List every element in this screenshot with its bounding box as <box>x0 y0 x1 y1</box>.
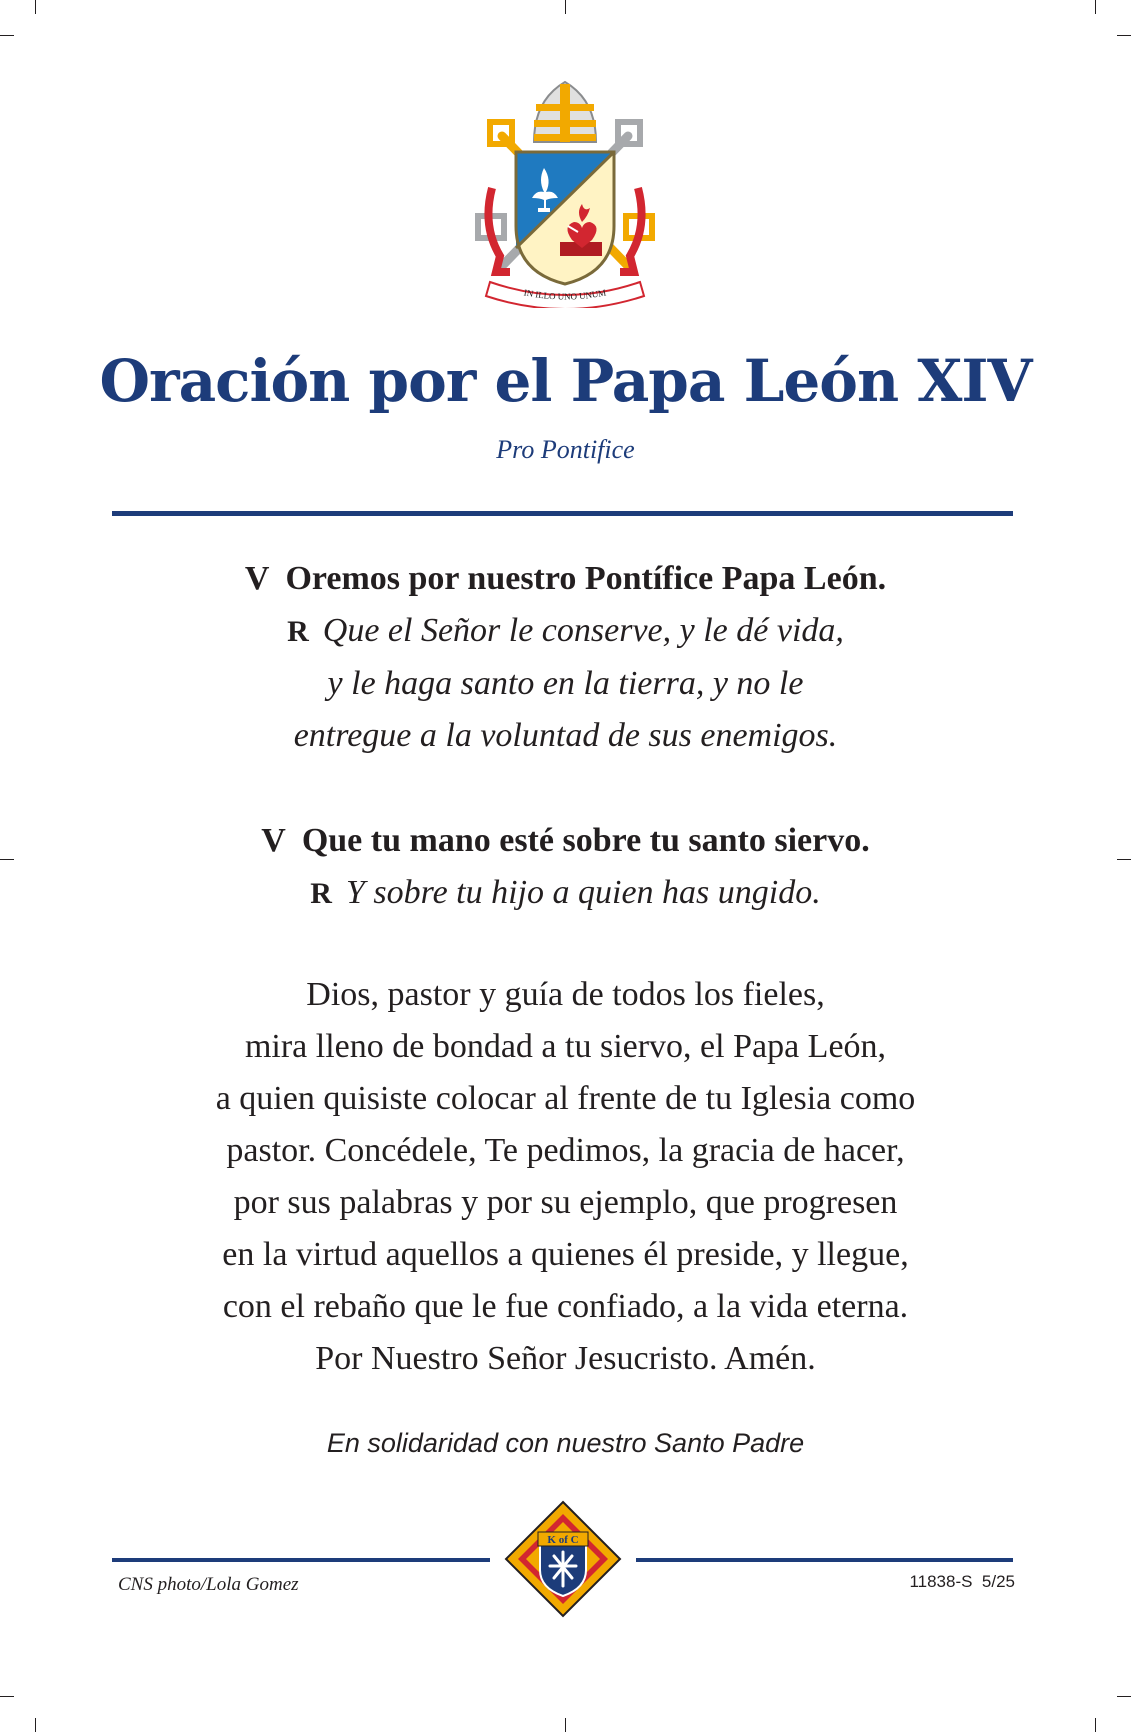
response-line <box>0 867 1131 920</box>
versicle-symbol: V <box>244 560 270 597</box>
papal-coat-of-arms-icon <box>472 76 658 308</box>
page-title: Oración por el Papa León XIV <box>99 347 1032 415</box>
crop-mark <box>1095 0 1096 14</box>
prayer-line: pastor. Concédele, Te pedimos, la gracia de hacer, <box>226 1132 905 1169</box>
photo-credit: CNS photo/Lola Gomez <box>118 1574 299 1595</box>
versicle-line <box>0 815 1131 867</box>
response-symbol: R <box>287 615 309 648</box>
emblem-motto: IN ILLO UNO UNUM <box>523 287 607 302</box>
versicle-symbol: V <box>261 822 286 859</box>
kofc-letters: K of C <box>547 1534 579 1546</box>
prayer-line: Por Nuestro Señor Jesucristo. Amén. <box>315 1340 816 1377</box>
knights-of-columbus-emblem-icon <box>504 1500 622 1618</box>
divider <box>636 1558 1013 1562</box>
response-line: entregue a la voluntad de sus enemigos. <box>293 717 838 754</box>
response-line <box>0 605 1131 658</box>
versicle-text: Oremos por nuestro Pontífice Papa León. <box>285 560 887 597</box>
versicle-text: Que tu mano esté sobre tu santo siervo. <box>301 822 870 859</box>
versicle-block <box>0 815 1131 920</box>
crop-mark <box>1095 1718 1096 1732</box>
response-text: Y sobre tu hijo a quien has ungido. <box>345 874 821 911</box>
product-code: 11838-S 5/25 <box>909 1572 1015 1591</box>
prayer-line: en la virtud aquellos a quienes él preside, y llegue, <box>222 1236 909 1273</box>
response-line: y le haga santo en la tierra, y no le <box>327 665 804 702</box>
crop-mark <box>35 0 36 14</box>
versicle-block <box>0 553 1131 762</box>
crop-mark <box>0 1696 14 1697</box>
crop-mark <box>565 1718 566 1732</box>
prayer-line: por sus palabras y por su ejemplo, que progresen <box>233 1184 898 1221</box>
response-symbol: R <box>310 877 332 910</box>
prayer-line: mira lleno de bondad a tu siervo, el Papa León, <box>244 1028 887 1065</box>
crop-mark <box>1117 1696 1131 1697</box>
crop-mark <box>0 35 14 36</box>
crop-mark <box>565 0 566 14</box>
prayer-line: a quien quisiste colocar al frente de tu Iglesia como <box>215 1080 916 1117</box>
subtitle: Pro Pontifice <box>496 435 635 464</box>
closing-line: En solidaridad con nuestro Santo Padre <box>326 1428 805 1458</box>
versicle-line <box>0 553 1131 605</box>
prayer-line: con el rebaño que le fue confiado, a la vida eterna. <box>222 1288 909 1325</box>
divider <box>112 1558 490 1562</box>
prayer-line: Dios, pastor y guía de todos los fieles, <box>306 976 825 1013</box>
response-text: Que el Señor le conserve, y le dé vida, <box>322 612 844 649</box>
crop-mark <box>35 1718 36 1732</box>
prayer-text <box>0 969 1131 1385</box>
crop-mark <box>1117 35 1131 36</box>
divider <box>112 511 1013 516</box>
